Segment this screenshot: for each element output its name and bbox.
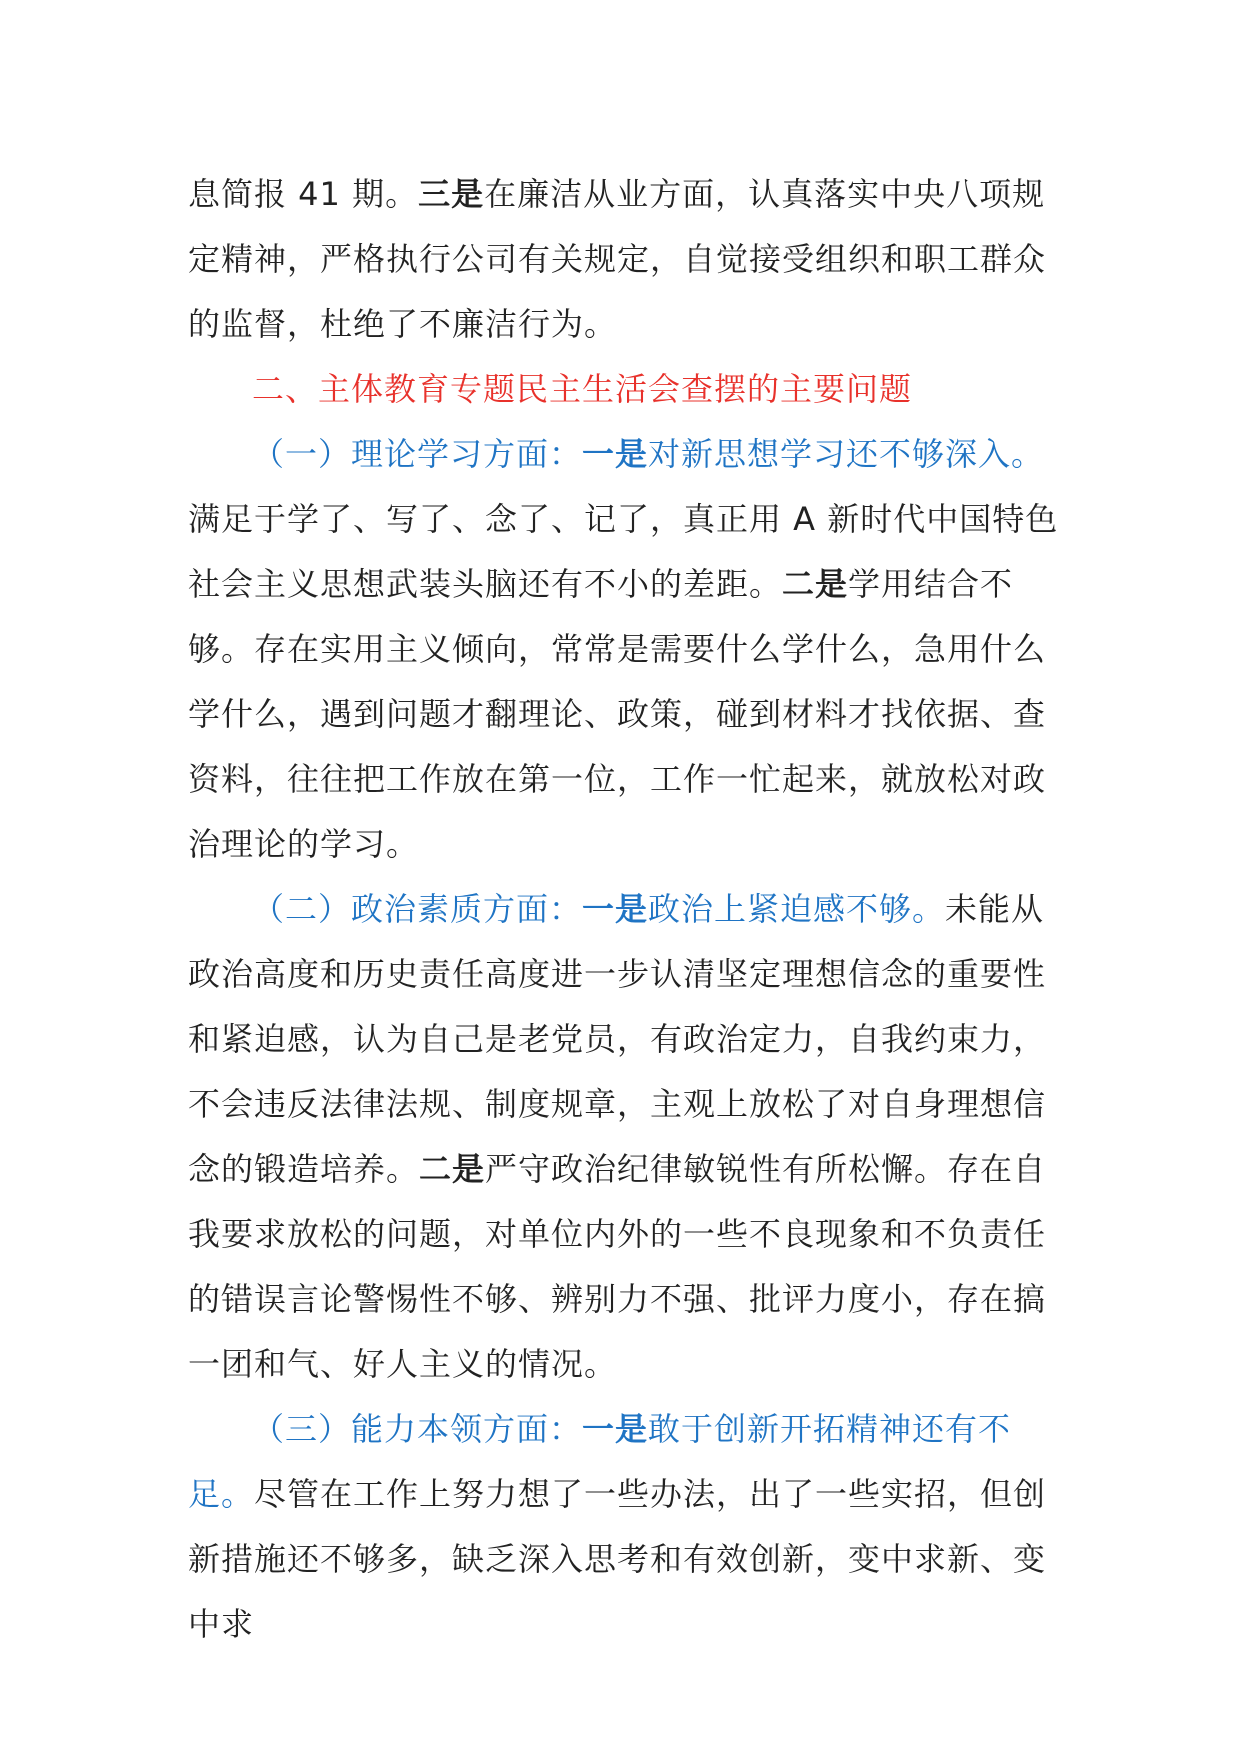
paragraph-integrity [188, 162, 1060, 357]
paragraph-political [188, 877, 1060, 1397]
text-run: 满足于学了、写了、念了、记了，真正用 A 新时代中国特色社会主义思想武装头脑还有不小的差距。 [188, 500, 1059, 603]
text-run: 在廉洁从业方面，认真落实中央八项规定精神，严格执行公司有关规定，自觉接受组织和职工群众的监督，杜绝了不廉洁行为。 [188, 175, 1047, 343]
bold-marker: 二是 [419, 1150, 486, 1188]
text-run: 尽管在工作上努力想了一些办法，出了一些实招，但创新措施还不够多，缺乏深入思考和有效创新，变中求新、变中求 [188, 1475, 1047, 1643]
subheading-label: （一）理论学习方面： [252, 435, 583, 473]
section-heading: 二、主体教育专题民主生活会查摆的主要问题 [252, 370, 913, 408]
subheading-label: （三）能力本领方面： [252, 1410, 583, 1448]
subheading-topic: 对新思想学习还不够深入。 [648, 435, 1045, 473]
bold-marker: 一是 [582, 435, 649, 473]
bold-marker: 一是 [582, 890, 649, 928]
subheading-label: （二）政治素质方面： [252, 890, 583, 928]
subheading-topic: 政治上紧迫感不够。 [648, 890, 946, 928]
text-run: 未能从政治高度和历史责任高度进一步认清坚定理想信念的重要性和紧迫感，认为自己是老党员，有政治定力，自我约束力，不会违反法律法规、制度规章，主观上放松了对自身理想信念的锻造培养。 [188, 890, 1047, 1188]
paragraph-ability [188, 1397, 1060, 1657]
subheading-topic: 敢于创新开拓精神还有不足。 [188, 1410, 1012, 1513]
bold-marker: 三是 [418, 175, 485, 213]
text-run: 息简报 41 期。 [188, 175, 419, 213]
text-run: 严守政治纪律敏锐性有所松懈。存在自我要求放松的问题，对单位内外的一些不良现象和不负责任的错误言论警惕性不够、辨别力不强、批评力度小，存在搞一团和气、好人主义的情况。 [188, 1150, 1047, 1383]
bold-marker: 二是 [782, 565, 849, 603]
document-page [188, 162, 1060, 1657]
paragraph-theory [188, 422, 1060, 877]
text-run: 学用结合不够。存在实用主义倾向，常常是需要什么学什么，急用什么学什么，遇到问题才翻理论、政策，碰到材料才找依据、查资料，往往把工作放在第一位，工作一忙起来，就放松对政治理论的学习。 [188, 565, 1047, 863]
bold-marker: 一是 [582, 1410, 649, 1448]
